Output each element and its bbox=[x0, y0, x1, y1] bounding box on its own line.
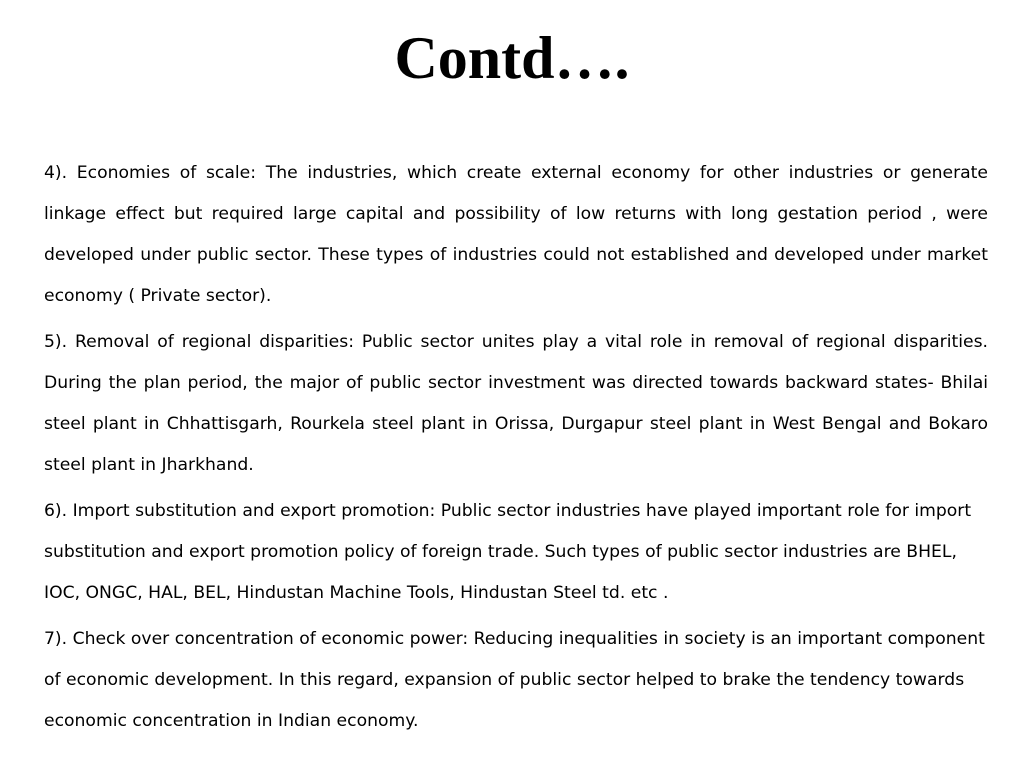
paragraph-regional-disparities: 5). Removal of regional disparities: Public sector unites play a vital role in removal of regional disparities. During the plan period, the major of public sector investment was directed towards backward states- Bhilai steel plant in Chhattisgarh, Rourkela steel plant in Orissa, Durgapur steel plant in West Bengal and Bokaro steel plant in Jharkhand. bbox=[44, 332, 988, 475]
paragraph-economies-of-scale: 4). Economies of scale: The industries, which create external economy for other industries or generate linkage effect but required large capital and possibility of low returns with long gestation period , were developed under public sector. These types of industries could not established and developed under market economy ( Private sector). bbox=[44, 163, 988, 306]
paragraph-import-substitution: 6). Import substitution and export promotion: Public sector industries have played important role for import substitution and export promotion policy of foreign trade. Such types of public sector industries are BHEL, IOC, ONGC, HAL, BEL, Hindustan Machine Tools, Hindustan Steel td. etc . bbox=[44, 501, 972, 603]
slide-body bbox=[44, 153, 988, 747]
slide-title: Contd…. bbox=[394, 25, 630, 91]
paragraph-economic-concentration: 7). Check over concentration of economic power: Reducing inequalities in society is an important component of economic development. In this regard, expansion of public sector helped to brake the tendency towards economic concentration in Indian economy. bbox=[44, 629, 985, 731]
